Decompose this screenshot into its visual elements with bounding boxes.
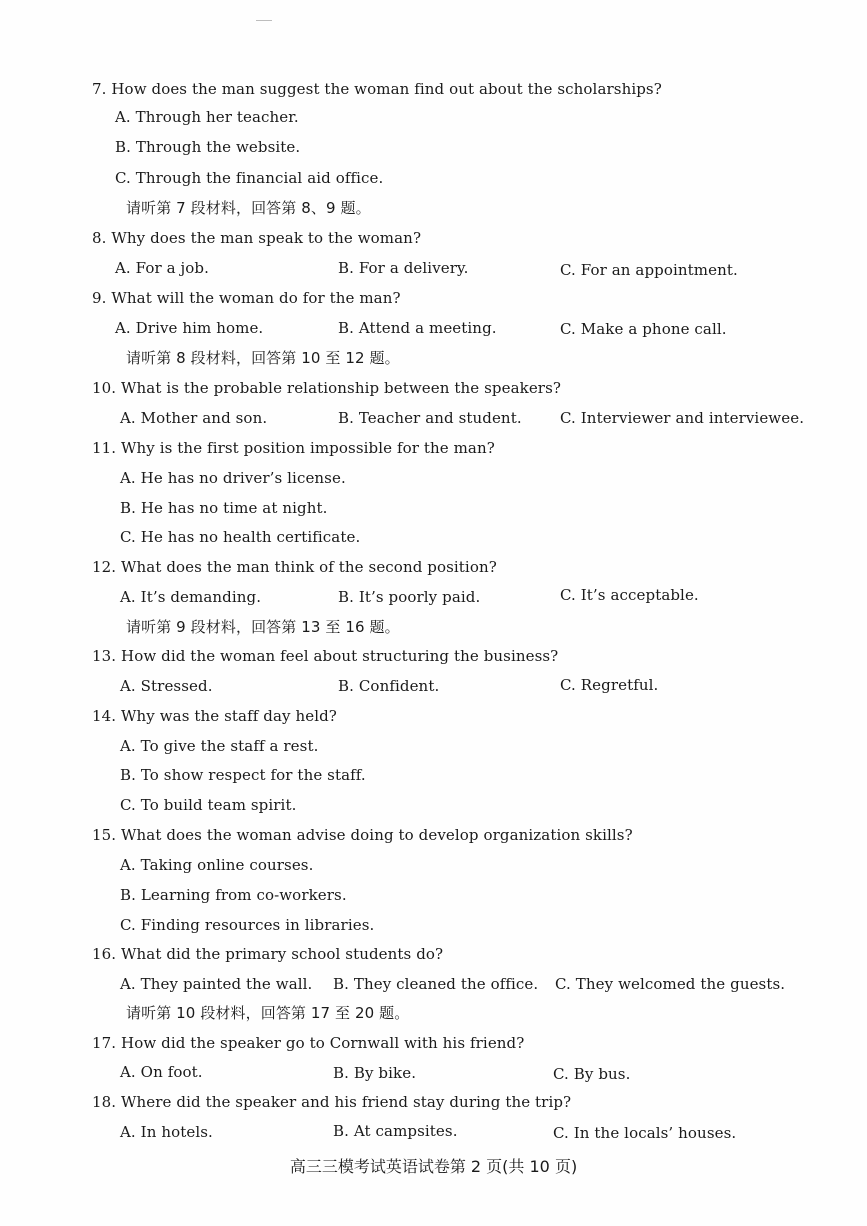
question-15-option-c: C. Finding resources in libraries. xyxy=(120,916,375,934)
question-10-stem: 10. What is the probable relationship between the speakers? xyxy=(92,379,562,397)
question-12-option-b: B. It’s poorly paid. xyxy=(338,588,481,606)
question-18-option-b: B. At campsites. xyxy=(333,1122,458,1140)
question-16-option-c: C. They welcomed the guests. xyxy=(555,975,786,993)
question-17-stem: 17. How did the speaker go to Cornwall with his friend? xyxy=(92,1034,525,1052)
question-9-option-b: B. Attend a meeting. xyxy=(338,319,497,337)
question-9-stem: 9. What will the woman do for the man? xyxy=(92,289,401,307)
section-instruction-7: 请听第 7 段材料，回答第 8、9 题。 xyxy=(126,199,371,217)
question-17-option-c: C. By bus. xyxy=(553,1065,631,1083)
question-11-option-b: B. He has no time at night. xyxy=(120,499,328,517)
question-11-option-a: A. He has no driver’s license. xyxy=(120,469,346,487)
question-11-option-c: C. He has no health certificate. xyxy=(120,528,361,546)
question-12-stem: 12. What does the man think of the second position? xyxy=(92,558,497,576)
question-10-option-b: B. Teacher and student. xyxy=(338,409,522,427)
question-14-stem: 14. Why was the staff day held? xyxy=(92,707,337,725)
question-7-option-b: B. Through the website. xyxy=(115,138,301,156)
question-14-option-a: A. To give the staff a rest. xyxy=(120,737,319,755)
question-8-option-c: C. For an appointment. xyxy=(560,261,738,279)
question-13-option-b: B. Confident. xyxy=(338,677,440,695)
question-7-stem: 7. How does the man suggest the woman find out about the scholarships? xyxy=(92,80,662,98)
question-7-option-c: C. Through the financial aid office. xyxy=(115,169,384,187)
question-10-option-a: A. Mother and son. xyxy=(120,409,268,427)
question-12-option-c: C. It’s acceptable. xyxy=(560,586,699,604)
question-15-stem: 15. What does the woman advise doing to develop organization skills? xyxy=(92,826,633,844)
question-18-option-c: C. In the locals’ houses. xyxy=(553,1124,737,1142)
section-instruction-10: 请听第 10 段材料，回答第 17 至 20 题。 xyxy=(126,1004,410,1022)
question-13-option-c: C. Regretful. xyxy=(560,676,659,694)
question-16-stem: 16. What did the primary school students do? xyxy=(92,945,444,963)
question-12-option-a: A. It’s demanding. xyxy=(120,588,262,606)
question-11-stem: 11. Why is the first position impossible for the man? xyxy=(92,439,495,457)
question-9-option-a: A. Drive him home. xyxy=(115,319,264,337)
question-9-option-c: C. Make a phone call. xyxy=(560,320,727,338)
question-16-option-b: B. They cleaned the office. xyxy=(333,975,539,993)
section-instruction-9: 请听第 9 段材料，回答第 13 至 16 题。 xyxy=(126,618,400,636)
question-7-option-a: A. Through her teacher. xyxy=(115,108,299,126)
scan-mark xyxy=(256,20,272,21)
question-17-option-a: A. On foot. xyxy=(120,1063,203,1081)
question-8-stem: 8. Why does the man speak to the woman? xyxy=(92,229,422,247)
question-16-option-a: A. They painted the wall. xyxy=(120,975,313,993)
question-8-option-a: A. For a job. xyxy=(115,259,209,277)
question-13-stem: 13. How did the woman feel about structuring the business? xyxy=(92,647,559,665)
question-13-option-a: A. Stressed. xyxy=(120,677,213,695)
question-15-option-a: A. Taking online courses. xyxy=(120,856,314,874)
page-footer: 高三三模考试英语试卷第 2 页(共 10 页) xyxy=(289,1157,578,1176)
question-15-option-b: B. Learning from co-workers. xyxy=(120,886,347,904)
section-instruction-8: 请听第 8 段材料，回答第 10 至 12 题。 xyxy=(126,349,400,367)
question-17-option-b: B. By bike. xyxy=(333,1064,417,1082)
question-18-option-a: A. In hotels. xyxy=(120,1123,213,1141)
question-8-option-b: B. For a delivery. xyxy=(338,259,469,277)
question-14-option-c: C. To build team spirit. xyxy=(120,796,297,814)
question-14-option-b: B. To show respect for the staff. xyxy=(120,766,366,784)
question-18-stem: 18. Where did the speaker and his friend stay during the trip? xyxy=(92,1093,572,1111)
question-10-option-c: C. Interviewer and interviewee. xyxy=(560,409,805,427)
